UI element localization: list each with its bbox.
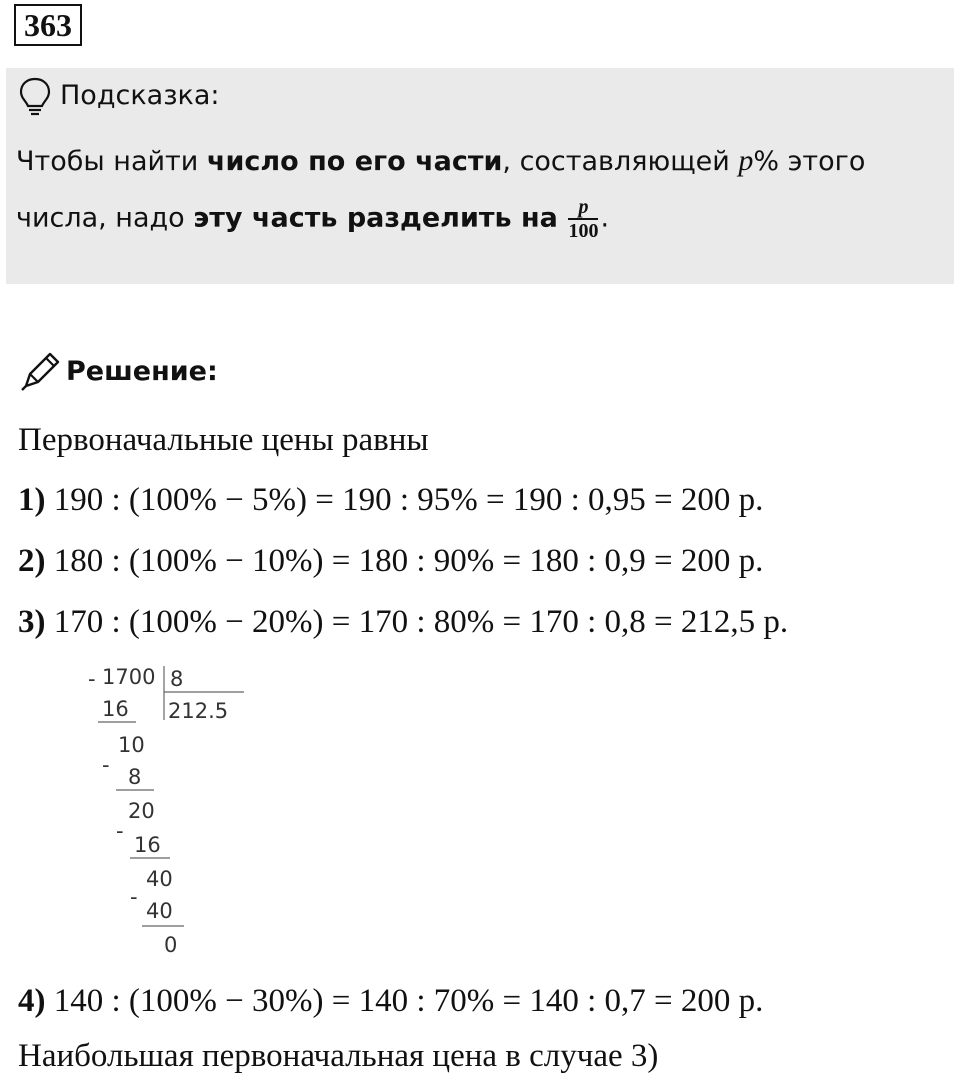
solution-step-3: 3) 170 : (100% − 20%) = 170 : 80% = 170 : 0,8 = 212,5 р.	[18, 604, 789, 640]
division-step-8: 0	[164, 933, 178, 957]
division-step-6: 40	[146, 867, 173, 891]
division-step-4: 20	[128, 799, 155, 823]
solution-step-4: 4) 140 : (100% − 30%) = 140 : 70% = 140 : 0,7 = 200 р.	[18, 983, 764, 1019]
solution-step-1: 1) 190 : (100% − 5%) = 190 : 95% = 190 : 0,95 = 200 р.	[18, 482, 764, 518]
division-dividend: 1700	[102, 665, 156, 689]
division-step-7: 40	[146, 899, 173, 923]
division-minus-1: -	[88, 667, 96, 691]
hint-text-line-2: числа, надо эту часть разделить на $\frac{p}{100}$ .	[16, 196, 610, 242]
division-minus-3: -	[116, 819, 124, 843]
hint-title: Подсказка:	[60, 80, 220, 111]
hint-text-line-1: Чтобы найти число по его части, составляющей p% этого	[16, 144, 866, 177]
solution-title: Решение:	[66, 356, 218, 387]
division-step-1: 16	[102, 697, 129, 721]
division-minus-2: -	[102, 753, 110, 777]
division-step-2: 10	[118, 733, 145, 757]
solution-step-2: 2) 180 : (100% − 10%) = 180 : 90% = 180 : 0,9 = 200 р.	[18, 543, 764, 579]
fraction-p-over-100: $\frac{p}{100}$	[568, 196, 599, 242]
division-quotient: 212.5	[168, 699, 229, 723]
solution-conclusion: Наибольшая первоначальная цена в случае 3)	[18, 1038, 659, 1074]
division-step-3: 8	[128, 765, 142, 789]
division-step-5: 16	[134, 833, 161, 857]
long-division	[80, 660, 280, 960]
pencil-icon	[18, 350, 62, 394]
division-divisor: 8	[170, 667, 184, 691]
lightbulb-icon	[18, 76, 52, 118]
division-minus-4: -	[130, 885, 138, 909]
solution-intro: Первоначальные цены равны	[18, 422, 429, 458]
task-number: 363	[14, 4, 82, 46]
